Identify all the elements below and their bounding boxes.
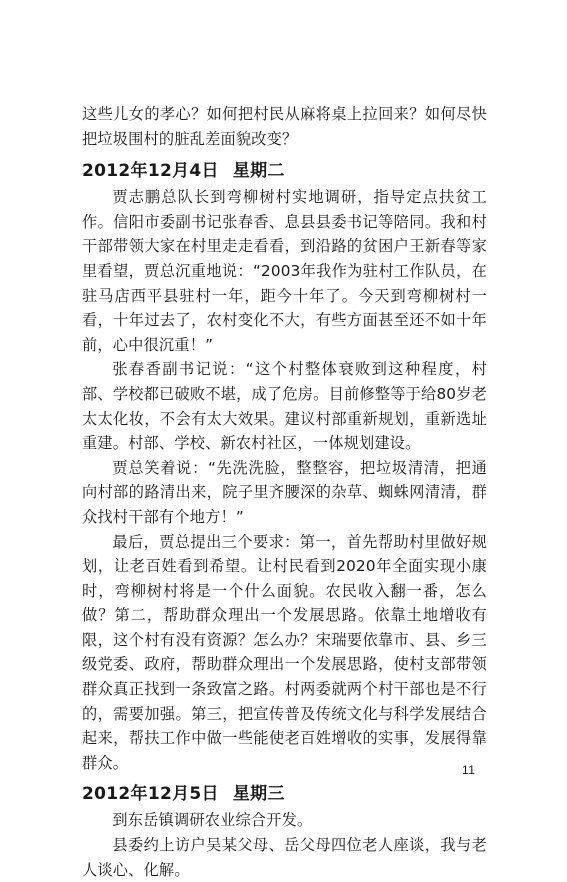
body-paragraph: 贾志鹏总队长到弯柳树村实地调研，指导定点扶贫工作。信阳市委副书记张春香、息县县委书记等陪同。我和村干部带领大家在村里走走看看，到沿路的贫困户王新春等家里看望，贾总沉重地说：“2003年我作为驻村工作队员，在驻马店西平县驻村一年，距今十年了。今天到弯柳树村一看，十年过去了，农村变化不大，有些方面甚至还不如十年前，心中很沉重！” [82, 188, 487, 354]
body-paragraph: 贾总笑着说：“先洗洗脸，整整容，把垃圾清清，把通向村部的路清出来，院子里齐腰深的杂草、蜘蛛网清清，群众找村干部有个地方！” [82, 458, 487, 526]
page-body [82, 102, 487, 882]
entry-date: 2012年12月4日 [82, 161, 219, 182]
body-paragraph: 到东岳镇调研农业综合开发。 [112, 811, 313, 830]
body-paragraph: 张春香副书记说：“这个村整体衰败到这种程度，村部、学校都已破败不堪，成了危房。目前修整等于给80岁老太太化妆，不会有太大效果。建议村部重新规划，重新选址重建。村部、学校、新农村社区，一体规划建设。 [82, 360, 487, 453]
body-paragraph: 最后，贾总提出三个要求：第一，首先帮助村里做好规划，让老百姓看到希望。让村民看到2020年全面实现小康时，弯柳树村将是一个什么面貌。农民收入翻一番，怎么做？第二，帮助群众理出一个发展思路。依靠土地增收有限，这个村有没有资源？怎么办？宋瑞要依靠市、县、乡三级党委、政府，帮助群众理出一个发展思路，使村支部带领群众真正找到一条致富之路。村两委就两个村干部也是不行的，需要加强。第三，把宣传普及传统文化与科学发展结合起来，帮扶工作中做一些能使老百姓增收的实事，发展得靠群众。 [82, 532, 487, 772]
diary-entry-heading [82, 158, 487, 184]
body-paragraph: 县委约上访户吴某父母、岳父母四位老人座谈，我与老人谈心、化解。 [82, 836, 487, 879]
continuation-paragraph: 这些儿女的孝心？如何把村民从麻将桌上拉回来？如何尽快把垃圾围村的脏乱差面貌改变？ [82, 105, 487, 148]
entry-date: 2012年12月5日 [82, 784, 219, 805]
diary-entry-heading [82, 781, 487, 807]
entry-weekday: 星期三 [232, 784, 285, 805]
page-number: 11 [462, 763, 476, 777]
entry-weekday: 星期二 [232, 161, 285, 182]
